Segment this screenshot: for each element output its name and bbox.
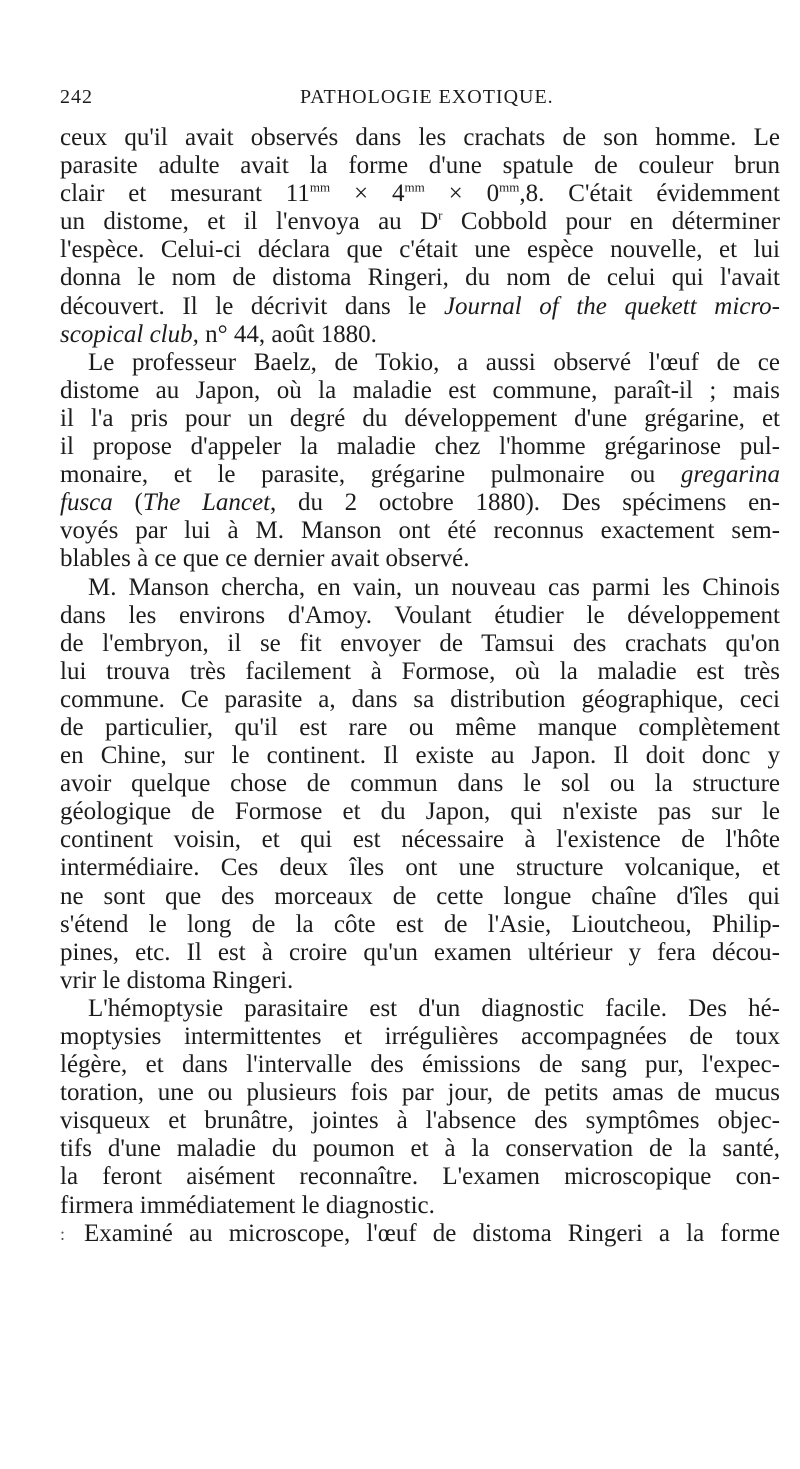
text-line: avoir quelque chose de commun dans le sol ou la structure [60,770,780,798]
text-line: continent voisin, et qui est nécessaire à l'existence de l'hôte [60,826,780,854]
paragraph-3 [60,574,780,995]
italic-term: fusca [60,489,113,517]
text-line [60,208,780,236]
text-line: de l'embryon, il se fit envoyer de Tamsui des crachats qu'on [60,629,780,657]
text-line: lui trouva très facilement à Formose, où la maladie est très [60,657,780,685]
text-line: en Chine, sur le continent. Il existe au Japon. Il doit donc y [60,742,780,770]
paragraph-4 [60,995,780,1220]
text-line: moptysies intermittentes et irrégulières accompagnées de toux [60,1023,780,1050]
text-run: un distome, et il l'envoya au D [60,208,439,236]
text-line: pines, etc. Il est à croire qu'un examen ultérieur y fera décou- [60,938,780,966]
text-line [60,489,780,517]
text-line: géologique de Formose et du Japon, qui n'existe pas sur le [60,798,780,826]
superscript-unit: mm [404,180,425,195]
text-line: commune. Ce parasite a, dans sa distribution géographique, ceci [60,685,780,713]
text-run: clair et mesurant 11 [60,180,310,208]
text-run: découvert. Il le décrivit dans le [60,292,444,320]
paragraph-1 [60,124,780,349]
text-line: dans les environs d'Amoy. Voulant étudier le développement [60,601,780,629]
text-line [60,180,780,208]
text-line: M. Manson chercha, en vain, un nouveau cas parmi les Chinois [88,573,780,601]
text-line: ne sont que des morceaux de cette longue chaîne d'îles qui [60,882,780,910]
text-line: tifs d'une maladie du poumon et à la conservation de la santé, [60,1135,780,1163]
text-line [60,321,780,349]
text-line: l'espèce. Celui-ci déclara que c'était une espèce nouvelle, et lui [60,236,780,264]
body-text [60,124,780,1248]
italic-title: Journal of the quekett micro- [443,292,780,320]
text-line [60,461,780,489]
text-line: donna le nom de distoma Ringeri, du nom de celui qui l'avait [60,264,780,292]
text-line: blables à ce que ce dernier avait observé. [60,545,470,573]
paragraph-5 [60,1220,780,1248]
text-line: ceux qu'il avait observés dans les crachats de son homme. Le [60,124,780,151]
text-line: la feront aisément reconnaître. L'examen microscopique con- [60,1163,780,1191]
text-line: s'étend le long de la côte est de l'Asie, Lioutcheou, Philip- [60,910,780,938]
text-line: légère, et dans l'intervalle des émissions de sang pur, l'expec- [60,1051,780,1079]
text-line [60,293,780,321]
margin-mark: : [60,1223,66,1244]
italic-title: The Lancet [142,489,271,517]
superscript-unit: mm [309,180,331,195]
text-line [60,1220,780,1248]
superscript-abbrev: r [438,208,443,223]
text-run: Cobbold pour en déterminer [442,208,780,236]
text-run: ,8. C'était évidemment [519,180,780,208]
text-line: voyés par lui à M. Manson ont été reconnus exactement sem- [60,517,780,545]
text-run: , du 2 octobre 1880). Des spécimens en- [270,489,780,517]
text-line: Le professeur Baelz, de Tokio, a aussi observé l'œuf de ce [88,348,780,376]
running-title: PATHOLOGIE EXOTIQUE. [300,86,554,108]
text-run: Examiné au microscope, l'œuf de distoma Ringeri a la forme [84,1219,780,1247]
text-line: vrir le distoma Ringeri. [60,966,294,994]
text-line: L'hémoptysie parasitaire est d'un diagnostic facile. Des hé- [88,994,780,1022]
text-line: intermédiaire. Ces deux îles ont une structure volcanique, et [60,854,780,882]
text-line: toration, une ou plusieurs fois par jour, de petits amas de mucus [60,1079,780,1107]
text-run: × 0 [424,180,500,208]
text-run: monaire, et le parasite, grégarine pulmonaire ou [60,461,681,489]
text-run: ( [112,489,143,517]
superscript-unit: mm [499,180,520,195]
text-line: il l'a pris pour un degré du développement d'une grégarine, et [60,404,780,432]
paragraph-2 [60,349,780,574]
text-run: × 4 [330,180,405,208]
text-line: parasite adulte avait la forme d'une spatule de couleur brun [60,152,780,180]
text-line: distome au Japon, où la maladie est commune, paraît-il ; mais [60,376,780,404]
text-run: n° 44, août 1880. [198,320,377,348]
text-line: visqueux et brunâtre, jointes à l'absence des symptômes objec- [60,1107,780,1135]
text-line: de particulier, qu'il est rare ou même manque complètement [60,713,780,741]
italic-term: gregarina [680,461,780,489]
text-line: il propose d'appeler la maladie chez l'homme grégarinose pul- [60,433,780,461]
running-header [60,82,780,114]
page-number: 242 [60,86,93,108]
italic-title: scopical club, [60,320,199,348]
text-line: firmera immédiatement le diagnostic. [60,1191,435,1219]
